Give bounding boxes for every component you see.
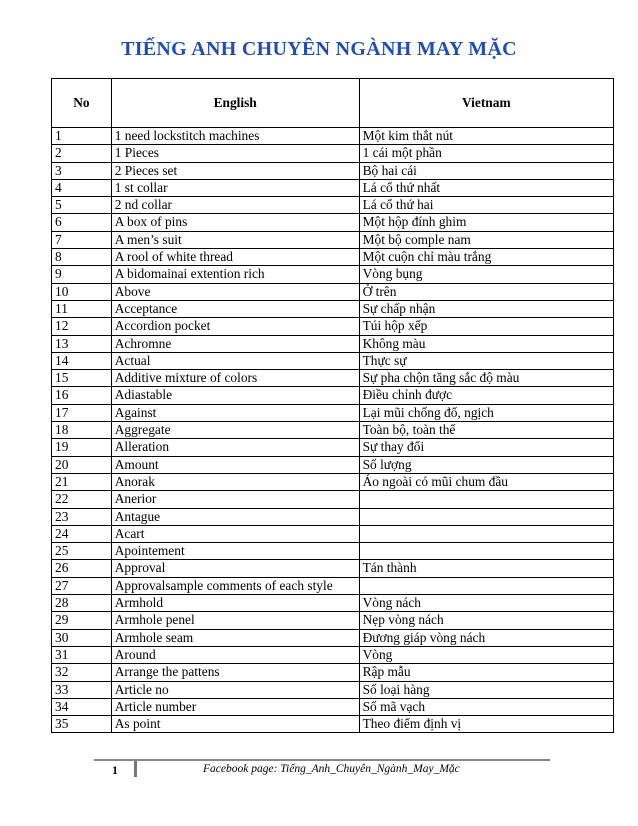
table-row (52, 179, 614, 196)
column-header-vietnam: Vietnam (359, 79, 613, 128)
table-row (52, 473, 614, 490)
footer-text: Facebook page: Tiếng_Anh_Chuyên_Ngành_May_Mặc (203, 763, 460, 775)
cell-vietnam: Một cuộn chỉ màu trắng (359, 249, 613, 266)
cell-english: Armhole penel (111, 612, 359, 629)
cell-english: Additive mixture of colors (111, 370, 359, 387)
table-row (52, 370, 614, 387)
table-row (52, 681, 614, 698)
cell-vietnam: Số loại hàng (359, 681, 613, 698)
table-row (52, 249, 614, 266)
cell-no: 24 (52, 525, 112, 542)
cell-vietnam: Một bộ comple nam (359, 231, 613, 248)
cell-english: Approval (111, 560, 359, 577)
table-header-row (52, 79, 614, 128)
cell-english: Around (111, 646, 359, 663)
cell-english: 1 st collar (111, 179, 359, 196)
table-body (52, 128, 614, 733)
column-header-no: No (52, 79, 112, 128)
cell-vietnam: Áo ngoài có mũi chum đầu (359, 473, 613, 490)
cell-english: Apointement (111, 543, 359, 560)
table-row (52, 456, 614, 473)
table-row (52, 145, 614, 162)
cell-no: 32 (52, 664, 112, 681)
cell-no: 8 (52, 249, 112, 266)
cell-english: Alleration (111, 439, 359, 456)
cell-no: 33 (52, 681, 112, 698)
cell-no: 30 (52, 629, 112, 646)
cell-english: Armhole seam (111, 629, 359, 646)
cell-no: 25 (52, 543, 112, 560)
column-header-english: English (111, 79, 359, 128)
table-row (52, 335, 614, 352)
vocabulary-table (51, 78, 614, 733)
cell-no: 16 (52, 387, 112, 404)
cell-no: 20 (52, 456, 112, 473)
cell-english: Acceptance (111, 300, 359, 317)
cell-english: 2 nd collar (111, 197, 359, 214)
table-row (52, 300, 614, 317)
cell-english: Antague (111, 508, 359, 525)
cell-no: 22 (52, 491, 112, 508)
cell-english: Against (111, 404, 359, 421)
cell-english: Actual (111, 352, 359, 369)
cell-no: 26 (52, 560, 112, 577)
cell-no: 34 (52, 698, 112, 715)
cell-vietnam: Sự pha chộn tăng sắc độ màu (359, 370, 613, 387)
cell-vietnam (359, 508, 613, 525)
table-row (52, 318, 614, 335)
cell-vietnam: Vòng nách (359, 595, 613, 612)
cell-english: Accordion pocket (111, 318, 359, 335)
cell-vietnam: Một kim thắt nút (359, 128, 613, 145)
footer-separator (134, 761, 137, 777)
table-row (52, 543, 614, 560)
cell-english: As point (111, 716, 359, 733)
cell-no: 6 (52, 214, 112, 231)
cell-english: A box of pins (111, 214, 359, 231)
cell-vietnam: Lại mũi chống đổ, ngịch (359, 404, 613, 421)
table-row (52, 197, 614, 214)
cell-vietnam: Điều chỉnh được (359, 387, 613, 404)
cell-english: Article no (111, 681, 359, 698)
cell-english: Achromne (111, 335, 359, 352)
cell-no: 15 (52, 370, 112, 387)
table-row (52, 214, 614, 231)
cell-no: 7 (52, 231, 112, 248)
cell-english: Approvalsample comments of each style (111, 577, 359, 594)
cell-no: 10 (52, 283, 112, 300)
footer-divider (94, 759, 550, 761)
cell-vietnam: Vòng (359, 646, 613, 663)
cell-vietnam: Một hộp đính ghim (359, 214, 613, 231)
cell-no: 21 (52, 473, 112, 490)
cell-english: Above (111, 283, 359, 300)
cell-vietnam: Toàn bộ, toàn thể (359, 422, 613, 439)
table-row (52, 577, 614, 594)
cell-english: Anerior (111, 491, 359, 508)
cell-vietnam: Ở trên (359, 283, 613, 300)
table-row (52, 646, 614, 663)
cell-vietnam: Bộ hai cái (359, 162, 613, 179)
table-row (52, 612, 614, 629)
cell-no: 28 (52, 595, 112, 612)
cell-no: 27 (52, 577, 112, 594)
table-row (52, 629, 614, 646)
cell-english: 2 Pieces set (111, 162, 359, 179)
cell-no: 31 (52, 646, 112, 663)
page-number: 1 (112, 763, 118, 777)
cell-vietnam: Tán thành (359, 560, 613, 577)
cell-no: 4 (52, 179, 112, 196)
cell-vietnam: Thực sự (359, 352, 613, 369)
table-row (52, 162, 614, 179)
table-row (52, 283, 614, 300)
cell-english: 1 need lockstitch machines (111, 128, 359, 145)
cell-english: Adiastable (111, 387, 359, 404)
cell-english: A rool of white thread (111, 249, 359, 266)
cell-no: 17 (52, 404, 112, 421)
cell-english: Article number (111, 698, 359, 715)
cell-english: Aggregate (111, 422, 359, 439)
table-row (52, 525, 614, 542)
cell-vietnam (359, 491, 613, 508)
cell-english: Amount (111, 456, 359, 473)
cell-english: Anorak (111, 473, 359, 490)
table-row (52, 508, 614, 525)
cell-vietnam (359, 525, 613, 542)
cell-vietnam: Đương giáp vòng nách (359, 629, 613, 646)
cell-english: Arrange the pattens (111, 664, 359, 681)
cell-vietnam: Lá cổ thứ nhất (359, 179, 613, 196)
cell-vietnam: Túi hộp xếp (359, 318, 613, 335)
table-row (52, 716, 614, 733)
table-row (52, 404, 614, 421)
cell-english: Acart (111, 525, 359, 542)
table-row (52, 422, 614, 439)
cell-vietnam: Nẹp vòng nách (359, 612, 613, 629)
cell-english: 1 Pieces (111, 145, 359, 162)
cell-vietnam: Sự chấp nhận (359, 300, 613, 317)
cell-no: 14 (52, 352, 112, 369)
cell-no: 11 (52, 300, 112, 317)
cell-vietnam: Không màu (359, 335, 613, 352)
cell-no: 35 (52, 716, 112, 733)
cell-vietnam: Rập mẫu (359, 664, 613, 681)
page-title: TIẾNG ANH CHUYÊN NGÀNH MAY MẶC (121, 38, 517, 60)
cell-no: 13 (52, 335, 112, 352)
cell-vietnam: Sự thay đổi (359, 439, 613, 456)
table-row (52, 491, 614, 508)
table-row (52, 698, 614, 715)
table-row (52, 231, 614, 248)
table-row (52, 266, 614, 283)
cell-vietnam: Vòng bụng (359, 266, 613, 283)
cell-vietnam: Lá cổ thứ hai (359, 197, 613, 214)
cell-no: 18 (52, 422, 112, 439)
cell-no: 19 (52, 439, 112, 456)
table-row (52, 352, 614, 369)
table-row (52, 560, 614, 577)
cell-no: 2 (52, 145, 112, 162)
table-row (52, 128, 614, 145)
cell-vietnam: Theo điểm định vị (359, 716, 613, 733)
cell-no: 23 (52, 508, 112, 525)
table-row (52, 439, 614, 456)
cell-no: 5 (52, 197, 112, 214)
cell-no: 9 (52, 266, 112, 283)
cell-no: 29 (52, 612, 112, 629)
cell-vietnam: 1 cái một phần (359, 145, 613, 162)
cell-vietnam (359, 543, 613, 560)
cell-vietnam: Số lượng (359, 456, 613, 473)
cell-english: Armhold (111, 595, 359, 612)
cell-vietnam (359, 577, 613, 594)
cell-vietnam: Số mã vạch (359, 698, 613, 715)
cell-english: A bidomainai extention rich (111, 266, 359, 283)
cell-no: 12 (52, 318, 112, 335)
cell-no: 3 (52, 162, 112, 179)
cell-english: A men’s suit (111, 231, 359, 248)
cell-no: 1 (52, 128, 112, 145)
table-row (52, 387, 614, 404)
table-row (52, 595, 614, 612)
table-row (52, 664, 614, 681)
